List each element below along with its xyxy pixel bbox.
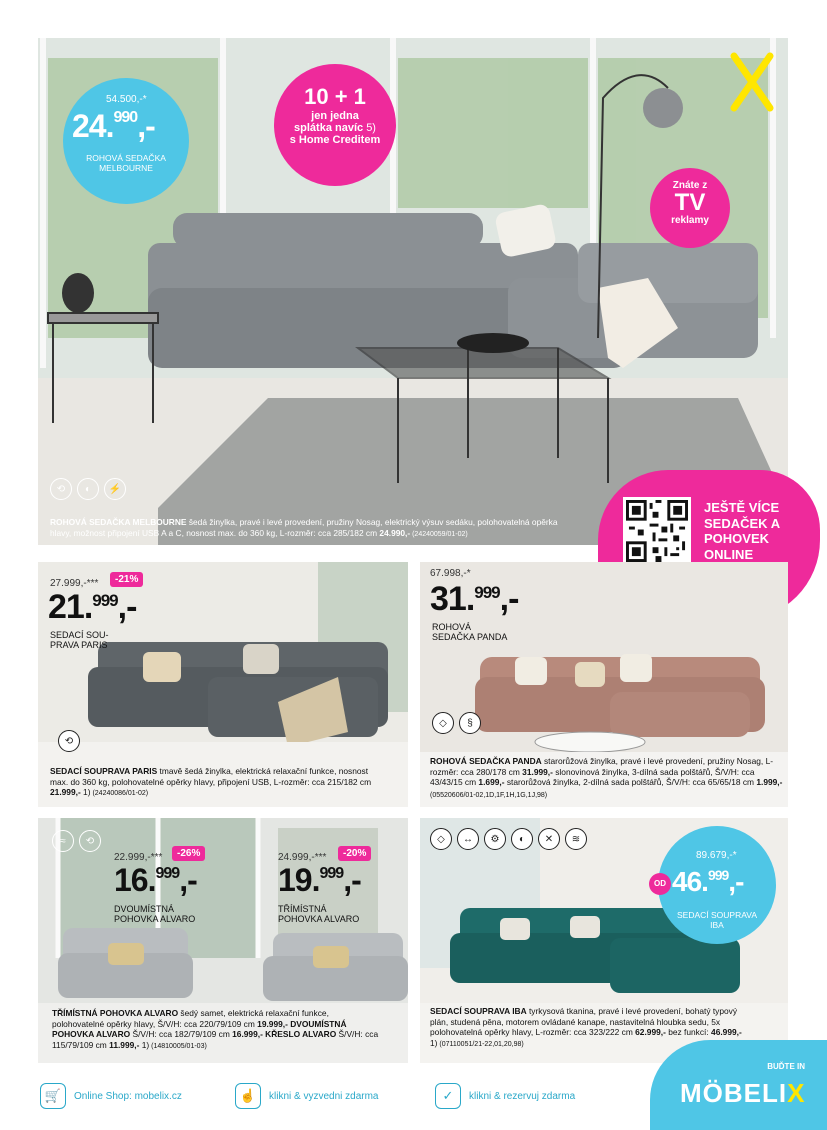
panda-desc-price: 31.999,- [522, 766, 553, 777]
footer-click-collect[interactable] [235, 1083, 378, 1109]
tv-circle [650, 168, 730, 248]
relax-function-icon: ⟲ [50, 478, 72, 500]
alvaro-desc-price: 19.999,- [257, 1018, 288, 1029]
velvet-icon: ≈ [52, 830, 74, 852]
panda-price-main: 31. [430, 580, 475, 618]
panda-desc-name: ROHOVÁ SEDAČKA PANDA [430, 756, 542, 766]
hero-price [72, 110, 155, 142]
panda-desc-code: (05520606/01-02,1D,1F,1H,1G,1J,98) [430, 791, 548, 799]
alvaro-3-price [278, 864, 361, 896]
iba-panel [420, 818, 788, 1063]
panda-price-cents: 999 [474, 582, 500, 602]
hero-desc-code: (24240059/01-02) [410, 530, 468, 538]
usb-icon: ⚡ [104, 478, 126, 500]
alvaro-desc-price-3: 11.999,- [109, 1039, 140, 1050]
alvaro-3-label [278, 904, 359, 925]
alvaro-2-label-2: POHOVKA ALVARO [114, 914, 196, 925]
alvaro-description [52, 1008, 382, 1051]
iba-desc-price: 62.999,- [635, 1027, 666, 1037]
online-line-4: ONLINE [704, 546, 754, 562]
hero-old-price: 54.500,-* [106, 94, 147, 105]
paris-price-suffix: ,- [117, 588, 137, 626]
panda-description [430, 756, 785, 801]
shopping-cart-icon: 🛒 [40, 1083, 66, 1109]
panda-price [430, 582, 518, 616]
panda-label [432, 622, 507, 643]
panda-old-price: 67.998,-* [430, 568, 471, 579]
promo-line-1: 10 + 1 [304, 84, 366, 109]
depth-adjust-icon: ↔ [457, 828, 479, 850]
iba-desc-text-2: bez funkcí: [665, 1027, 712, 1037]
headrest-icon: ◐ [77, 478, 99, 500]
brand-logo [680, 1078, 805, 1109]
iba-od-badge: OD [649, 873, 671, 895]
promo-line-2: jen jedna [311, 110, 359, 122]
footer-click-reserve[interactable] [435, 1083, 575, 1109]
hero-desc-name: ROHOVÁ SEDAČKA MELBOURNE [50, 517, 187, 527]
hero-desc-price: 24.990,- [379, 527, 411, 538]
paris-panel [38, 562, 408, 807]
alvaro-feature-icons [52, 830, 101, 852]
brand-x: X [787, 1078, 806, 1108]
alvaro-3-price-suffix: ,- [343, 862, 361, 898]
alvaro-desc-text-3: Š/V/H: cca 115/79/109 cm [52, 1029, 379, 1050]
alvaro-2-old-price: 22.999,-*** [114, 852, 163, 863]
iba-price-cents: 999 [707, 867, 729, 883]
hero-price-cents: 990 [113, 109, 138, 126]
hero-panel [38, 38, 788, 545]
hand-click-icon: ☝ [235, 1083, 261, 1109]
tv-line-3: reklamy [671, 215, 709, 226]
panda-price-suffix: ,- [499, 580, 519, 618]
iba-desc-name: SEDACÍ SOUPRAVA IBA [430, 1006, 527, 1016]
panda-desc-text-3: starorůžová žinylka, 2-dílná sada polštářů, Š/V/H: cca 65/65/18 cm [504, 777, 757, 787]
alvaro-2-price-main: 16. [114, 862, 156, 898]
alvaro-3-price-main: 19. [278, 862, 320, 898]
alvaro-desc-text: šedý samet, elektrická relaxační funkce, polohovatelné opěrky hlavy, Š/V/H: cca 220/79/109 cm [52, 1008, 329, 1029]
paris-description [50, 766, 380, 799]
online-line-2: SEDAČEK A [704, 515, 781, 531]
brand-logo-block[interactable] [650, 1040, 827, 1130]
brand-name: MÖBELI [680, 1078, 788, 1108]
paris-desc-code: (24240086/01-02) [90, 790, 149, 797]
paris-old-price: 27.999,-*** [50, 578, 99, 589]
no-pets-icon: ✕ [538, 828, 560, 850]
alvaro-2-label-1: DVOUMÍSTNÁ [114, 904, 175, 914]
alvaro-desc-note: 1) [139, 1039, 150, 1050]
motor-icon: ⚙ [484, 828, 506, 850]
alvaro-desc-code: (14810005/01-03) [149, 1042, 207, 1050]
alvaro-3-old-price: 24.999,-*** [278, 852, 327, 863]
paris-desc-name: SEDACÍ SOUPRAVA PARIS [50, 766, 158, 776]
iba-price-suffix: ,- [728, 866, 744, 897]
panda-desc-text-2: slonovinová žinylka, 3-dílná sada polštářů, Š/V/H: cca 43/43/15 cm [430, 766, 755, 787]
reserve-icon: ✓ [435, 1083, 461, 1109]
alvaro-2-price-cents: 999 [155, 864, 180, 882]
qr-code-icon[interactable] [623, 497, 691, 565]
hero-price-label: ROHOVÁ SEDAČKA MELBOURNE [86, 153, 166, 174]
footer-online-shop[interactable] [40, 1083, 182, 1109]
iba-price-main: 46. [672, 866, 708, 897]
footer-online-shop-label[interactable]: Online Shop: mobelix.cz [74, 1090, 182, 1102]
online-line-1: JEŠTĚ VÍCE [704, 500, 780, 515]
alvaro-desc-price-2: 16.999,- [232, 1029, 263, 1039]
headrest-icon: ◐ [511, 828, 533, 850]
relax-function-icon: ⟲ [79, 830, 101, 852]
tv-line-2: TV [674, 189, 706, 216]
iba-price-label [670, 910, 764, 930]
alvaro-desc-name-3: KŘESLO ALVARO [262, 1029, 337, 1039]
iba-desc-price-2: 46.999,- [711, 1027, 742, 1037]
iba-desc-text: tyrkysová tkanina, pravé i levé provedení, bohatý typový plán, studená pěna, motorem ovládané kanape, nastavitelná hloubka sedu, 5x polohovatelná opěrky hlavy, L-rozměr: cca 323/222 cm [430, 1006, 738, 1037]
alvaro-3-price-cents: 999 [319, 864, 344, 882]
paris-label [50, 630, 109, 651]
paris-desc-price: 21.999,- [50, 787, 81, 797]
paris-discount-badge: -21% [110, 572, 143, 587]
paris-desc-note: 1) [80, 787, 91, 797]
panda-label-2: SEDAČKA PANDA [432, 632, 508, 643]
alvaro-desc-name-2: DVOUMÍSTNÁ POHOVKA ALVARO [52, 1018, 347, 1039]
promo-line-4: s Home Creditem [289, 134, 381, 146]
paris-label-1: SEDACÍ SOU- [50, 630, 109, 640]
hero-desc-text: šedá žinylka, pravé i levé provedení, pružiny Nosag, elektrický výsuv sedáku, polohovatelná opěrka hlavy, možnost připojení USB A a C, nosnost max. do 360 kg, L-rozměr: cca 285/182 cm [50, 517, 558, 538]
hero-price-main: 24. [72, 108, 114, 144]
hero-description [50, 517, 570, 539]
promo-circle [274, 64, 396, 186]
panda-desc-price-2: 1.699,- [478, 777, 505, 787]
iba-price [672, 868, 743, 896]
online-line-3: POHOVEK [704, 531, 770, 547]
footer-click-reserve-label[interactable]: klikni & rezervuj zdarma [469, 1090, 576, 1102]
footer-click-collect-label[interactable]: klikni & vyzvedni zdarma [269, 1090, 379, 1102]
iba-desc-code: (07110051/21-22,01,20,98) [437, 1040, 524, 1048]
foam-icon: ≋ [565, 828, 587, 850]
alvaro-desc-name: TŘÍMÍSTNÁ POHOVKA ALVARO [52, 1008, 179, 1018]
fabric-icon: ◇ [432, 712, 454, 734]
iba-label-1: SEDACÍ SOUPRAVA [677, 910, 757, 920]
alvaro-desc-text-2: Š/V/H: cca 182/79/109 cm [130, 1029, 233, 1039]
alvaro-2-discount-badge: -26% [172, 846, 205, 861]
panda-desc-price-3: 1.999,- [756, 777, 783, 787]
promo-line-3: splátka navíc [294, 122, 364, 134]
fabric-icon: ◇ [430, 828, 452, 850]
iba-feature-icons [430, 828, 587, 850]
alvaro-2-price-suffix: ,- [179, 862, 197, 898]
alvaro-3-label-2: POHOVKA ALVARO [278, 914, 360, 925]
brand-tagline: BUĎTE IN [767, 1062, 805, 1071]
paris-desc-text: tmavě šedá žinylka, elektrická relaxační funkce, nosnost max. do 360 kg, polohovatelné opěrky hlavy, připojení USB, L-rozměr: cca 215/182 cm [50, 766, 372, 787]
panda-feature-icons [432, 712, 481, 734]
paris-label-2: PRAVA PARIS [50, 640, 108, 651]
iba-label-2: IBA [710, 920, 724, 931]
spring-icon: § [459, 712, 481, 734]
hero-price-suffix: ,- [137, 108, 155, 144]
paris-price-main: 21. [48, 588, 93, 626]
tv-line-1: Znáte z [672, 180, 708, 191]
alvaro-3-label-1: TŘÍMÍSTNÁ [278, 904, 327, 914]
iba-desc-note: 1) [430, 1037, 438, 1048]
alvaro-panel [38, 818, 408, 1063]
iba-old-price: 89.679,-* [696, 850, 737, 861]
panda-desc-text: starorůžová žinylka, pravé i levé provedení, pružiny Nosag, L-rozměr: cca 280/178 cm [430, 756, 774, 777]
alvaro-2-price [114, 864, 197, 896]
hero-feature-icons [50, 478, 126, 500]
promo-note: 5) [366, 122, 376, 134]
alvaro-2-label [114, 904, 195, 925]
panda-label-1: ROHOVÁ [432, 622, 472, 632]
alvaro-3-discount-badge: -20% [338, 846, 371, 861]
relax-function-icon: ⟲ [58, 730, 80, 752]
paris-price-cents: 999 [92, 590, 118, 610]
paris-price [48, 590, 136, 624]
paris-feature-icons [58, 730, 80, 752]
online-badge-text [704, 500, 780, 562]
panda-panel [420, 562, 788, 807]
brand-x-icon [730, 52, 774, 112]
